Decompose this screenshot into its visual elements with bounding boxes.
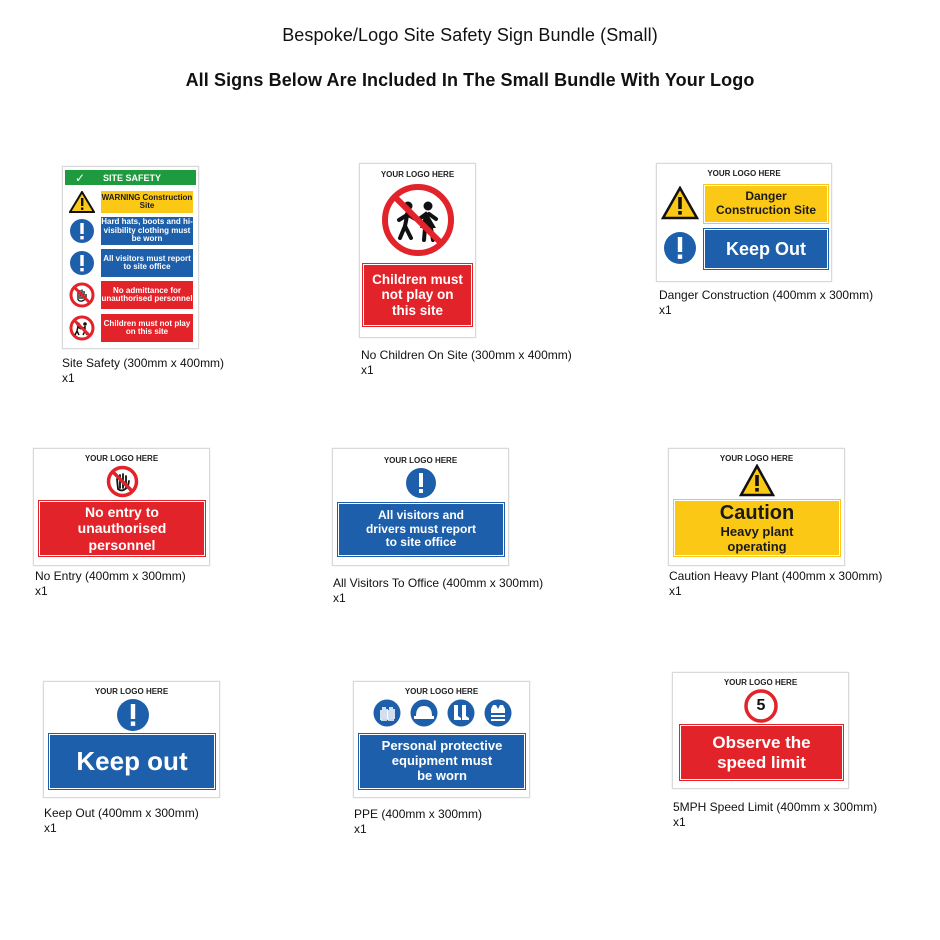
caution-heading: Caution [719,501,795,524]
no-entry-hand-icon [106,465,139,498]
keep-out-panel: Keep Out [704,229,828,269]
no-entry-panel [39,501,205,556]
mandatory-exclamation-icon [405,467,437,499]
caption-keep-out [44,806,199,836]
panel-line: Heavy plant [720,523,794,539]
logo-placeholder: YOUR LOGO HERE [707,169,781,178]
panel-line: Personal protective [381,738,503,754]
caption-title: Danger Construction (400mm x 300mm) [659,288,874,302]
caption-qty: x1 [44,821,57,835]
caption-qty: x1 [669,584,682,598]
site-safety-row-3: All visitors must report to site office [101,249,193,277]
speed-limit-value: 5 [756,697,766,714]
site-safety-row-1: WARNING Construction Site [101,191,193,213]
gloves-icon [373,699,401,727]
panel-line: All visitors and [377,507,464,522]
panel-line: Construction Site [715,203,816,217]
caption-title: All Visitors To Office (400mm x 300mm) [333,576,544,590]
mandatory-exclamation-icon [69,250,95,276]
no-children-panel [363,264,472,326]
sign-danger-construction[interactable] [656,163,832,282]
logo-placeholder: YOUR LOGO HERE [404,687,479,696]
logo-placeholder: YOUR LOGO HERE [380,170,455,179]
caption-qty: x1 [354,822,367,836]
caution-panel [674,500,840,556]
sign-all-visitors[interactable] [332,448,509,566]
page-title: Bespoke/Logo Site Safety Sign Bundle (Small) [282,25,658,45]
caption-no-children [361,348,572,378]
logo-placeholder: YOUR LOGO HERE [383,456,458,465]
warning-triangle-icon [661,186,699,220]
caption-caution-heavy-plant [669,569,882,599]
sign-caution-heavy-plant[interactable] [668,448,845,566]
keep-out-panel: Keep out [49,734,215,789]
hard-hat-icon [410,699,438,727]
site-safety-row-2: Hard hats, boots and hi-visibility clothing must be worn [101,217,193,244]
sign-no-entry[interactable] [33,448,210,566]
caption-title: Caution Heavy Plant (400mm x 300mm) [669,569,883,583]
logo-placeholder: YOUR LOGO HERE [723,678,798,687]
caption-speed-limit [673,800,877,830]
panel-line: No entry to [85,504,159,521]
caption-qty: x1 [35,584,48,598]
no-children-icon [380,182,456,258]
caption-qty: x1 [62,371,75,385]
caption-title: PPE (400mm x 300mm) [354,807,483,821]
site-safety-header [65,170,196,185]
caption-qty: x1 [673,815,686,829]
boots-icon [447,699,475,727]
warning-triangle-icon [69,191,95,213]
caption-title: No Entry (400mm x 300mm) [35,569,186,583]
panel-line: equipment must [391,753,493,769]
sign-speed-limit[interactable] [672,672,849,789]
caption-qty: x1 [333,591,346,605]
warning-triangle-icon [739,464,775,497]
hi-vis-vest-icon [484,699,512,727]
page-subtitle: All Signs Below Are Included In The Small Bundle With Your Logo [185,70,755,90]
panel-line: unauthorised [77,520,167,537]
sign-site-safety[interactable] [62,166,199,349]
caption-ppe [354,807,482,837]
mandatory-exclamation-icon [69,218,95,244]
no-entry-hand-icon [69,282,95,308]
panel-line: Children must [372,271,463,287]
sign-ppe[interactable] [353,681,530,798]
panel-line: operating [727,538,787,554]
check-icon: ✓ [74,170,86,185]
caption-qty: x1 [659,303,672,317]
panel-line: be worn [417,767,467,783]
caption-qty: x1 [361,363,374,377]
caption-title: Site Safety (300mm x 400mm) [62,356,225,370]
panel-line: personnel [88,536,156,553]
mandatory-exclamation-icon [116,698,150,732]
sign-no-children[interactable] [359,163,476,338]
panel-line: this site [391,302,443,318]
panel-line: not play on [381,287,454,303]
caption-no-entry [35,569,186,599]
panel-line: Observe the [712,732,811,752]
mandatory-exclamation-icon [663,231,697,265]
speed-limit-panel [680,725,843,780]
panel-line: Danger [745,189,787,204]
panel-line: drivers must report [365,521,477,536]
caption-title: 5MPH Speed Limit (400mm x 300mm) [673,800,878,814]
caption-all-visitors [333,576,543,606]
caption-site-safety [62,356,224,386]
logo-placeholder: YOUR LOGO HERE [719,454,794,463]
site-safety-row-4: No admittance for unauthorised personnel [101,281,193,309]
logo-placeholder: YOUR LOGO HERE [94,687,169,696]
danger-panel [704,185,828,223]
site-safety-header-label: SITE SAFETY [103,172,162,183]
logo-placeholder: YOUR LOGO HERE [84,454,159,463]
panel-line: to site office [385,535,457,550]
all-visitors-panel [338,503,504,556]
caption-title: Keep Out (400mm x 300mm) [44,806,199,820]
sign-keep-out[interactable] [43,681,220,798]
panel-line: speed limit [717,752,806,772]
no-children-icon [69,315,95,341]
ppe-panel [359,734,525,789]
site-safety-row-5: Children must not play on this site [101,314,193,342]
caption-danger-construction [659,288,873,318]
caption-title: No Children On Site (300mm x 400mm) [361,348,572,362]
